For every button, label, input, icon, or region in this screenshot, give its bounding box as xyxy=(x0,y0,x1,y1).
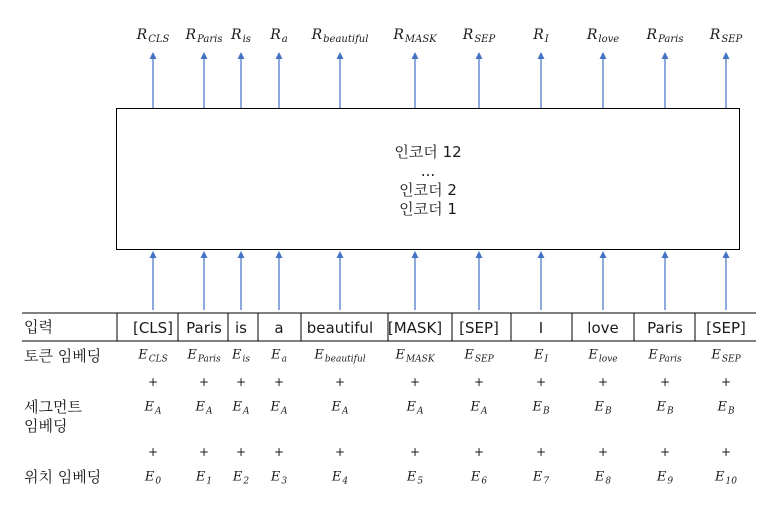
output-representation xyxy=(137,27,170,45)
position-embedding-base: E xyxy=(715,469,725,485)
token-embedding xyxy=(395,348,434,365)
segment-embedding-base: E xyxy=(232,399,242,415)
plus-sign: + xyxy=(720,375,732,389)
output-representation-base: R xyxy=(533,27,544,43)
segment-embedding xyxy=(196,400,213,417)
token-embedding xyxy=(711,348,740,365)
token-embedding-subscript: love xyxy=(598,354,618,365)
position-embedding-base: E xyxy=(594,469,605,485)
input-token: [MASK] xyxy=(387,319,443,337)
output-representation-base: R xyxy=(709,27,721,43)
output-representation xyxy=(312,27,369,45)
input-arrow xyxy=(337,251,344,310)
token-embedding xyxy=(314,348,365,365)
segment-embedding xyxy=(233,400,250,417)
segment-embedding-subscript: A xyxy=(206,406,213,417)
position-embedding-base: E xyxy=(532,469,543,485)
token-embedding-subscript: SEP xyxy=(474,354,494,365)
position-embedding-base: E xyxy=(406,469,417,485)
token-embedding-base: E xyxy=(711,347,721,363)
token-embedding-base: E xyxy=(464,347,474,363)
encoder-label-ellipsis: ... xyxy=(420,162,436,180)
segment-embedding-base: E xyxy=(717,399,727,415)
segment-embedding-base: E xyxy=(331,399,341,415)
output-representation-base: R xyxy=(231,27,242,43)
plus-sign: + xyxy=(659,375,671,389)
token-embedding-subscript: is xyxy=(242,354,250,365)
output-arrow xyxy=(238,52,245,108)
output-representation xyxy=(186,27,223,45)
segment-embedding xyxy=(471,400,488,417)
position-embedding xyxy=(145,470,161,487)
row-label-input: 입력 xyxy=(24,318,53,336)
output-representation-subscript: is xyxy=(242,34,251,45)
output-representation-base: R xyxy=(586,27,598,43)
plus-sign: + xyxy=(235,445,247,459)
position-embedding xyxy=(471,470,487,487)
input-arrow xyxy=(476,251,483,310)
segment-embedding xyxy=(145,400,162,417)
segment-embedding-subscript: A xyxy=(281,406,288,417)
encoder-stack-labels xyxy=(117,143,739,219)
segment-embedding xyxy=(332,400,349,417)
position-embedding-subscript: 4 xyxy=(342,476,349,487)
output-representation-subscript: a xyxy=(281,34,288,45)
plus-sign: + xyxy=(147,445,159,459)
output-representation xyxy=(393,27,436,45)
position-embedding xyxy=(533,470,549,487)
output-arrow xyxy=(276,52,283,108)
output-representation xyxy=(647,27,684,45)
token-embedding xyxy=(232,348,250,365)
output-arrow xyxy=(337,52,344,108)
plus-sign: + xyxy=(473,445,485,459)
plus-sign: + xyxy=(198,445,210,459)
position-embedding xyxy=(595,470,611,487)
row-label-token-embedding: 토큰 임베딩 xyxy=(24,347,102,365)
plus-sign: + xyxy=(597,375,609,389)
output-representation xyxy=(710,27,742,45)
encoder-label-2: 인코더 2 xyxy=(399,181,457,199)
segment-embedding-subscript: A xyxy=(155,406,162,417)
plus-sign: + xyxy=(597,445,609,459)
output-arrow xyxy=(662,52,669,108)
token-embedding xyxy=(187,348,220,365)
plus-sign: + xyxy=(273,375,285,389)
token-embedding xyxy=(588,348,617,365)
position-embedding xyxy=(332,470,348,487)
output-representation-base: R xyxy=(270,27,281,43)
plus-sign: + xyxy=(535,445,547,459)
output-arrow xyxy=(538,52,545,108)
input-token: is xyxy=(235,319,247,337)
output-representation xyxy=(463,27,495,45)
position-embedding-subscript: 8 xyxy=(605,476,612,487)
position-embedding-subscript: 6 xyxy=(481,476,488,487)
segment-embedding-subscript: B xyxy=(604,406,612,417)
plus-sign: + xyxy=(334,445,346,459)
segment-embedding xyxy=(532,400,549,417)
input-token: a xyxy=(274,319,284,337)
output-representation-subscript: SEP xyxy=(721,34,743,45)
position-embedding-base: E xyxy=(270,469,281,485)
token-embedding-subscript: MASK xyxy=(405,354,435,365)
position-embedding-base: E xyxy=(195,469,206,485)
input-token: Paris xyxy=(186,319,222,337)
token-embedding xyxy=(648,348,681,365)
output-representation-subscript: CLS xyxy=(148,34,170,45)
segment-embedding xyxy=(594,400,611,417)
token-embedding-base: E xyxy=(232,347,242,363)
segment-embedding-base: E xyxy=(270,399,280,415)
position-embedding-subscript: 0 xyxy=(155,476,162,487)
input-arrow xyxy=(276,251,283,310)
segment-embedding-subscript: B xyxy=(542,406,550,417)
position-embedding-subscript: 1 xyxy=(206,476,213,487)
input-token: [CLS] xyxy=(132,319,174,337)
output-arrow xyxy=(600,52,607,108)
position-embedding-subscript: 9 xyxy=(667,476,674,487)
position-embedding-subscript: 3 xyxy=(281,476,288,487)
plus-sign: + xyxy=(273,445,285,459)
token-embedding-base: E xyxy=(138,347,148,363)
position-embedding xyxy=(233,470,249,487)
segment-embedding-base: E xyxy=(406,399,416,415)
segment-embedding-base: E xyxy=(532,399,542,415)
segment-embedding-base: E xyxy=(470,399,480,415)
token-embedding-subscript: Paris xyxy=(658,354,682,365)
plus-sign: + xyxy=(473,375,485,389)
position-embedding-base: E xyxy=(470,469,481,485)
output-arrow xyxy=(201,52,208,108)
output-representation-subscript: MASK xyxy=(404,34,437,45)
plus-sign: + xyxy=(535,375,547,389)
position-embedding xyxy=(271,470,287,487)
input-arrow xyxy=(538,251,545,310)
plus-sign: + xyxy=(409,375,421,389)
output-representation-subscript: love xyxy=(598,34,620,45)
output-representation-base: R xyxy=(136,27,148,43)
output-representation-base: R xyxy=(311,27,323,43)
token-embedding-base: E xyxy=(187,347,197,363)
segment-embedding-subscript: A xyxy=(342,406,349,417)
token-embedding-subscript: SEP xyxy=(721,354,741,365)
plus-sign: + xyxy=(720,445,732,459)
output-representation xyxy=(231,27,251,45)
position-embedding-subscript: 7 xyxy=(543,476,550,487)
token-embedding-subscript: Paris xyxy=(197,354,221,365)
plus-sign: + xyxy=(198,375,210,389)
position-embedding-base: E xyxy=(656,469,667,485)
position-embedding-subscript: 5 xyxy=(417,476,424,487)
output-representation-subscript: I xyxy=(544,34,549,45)
output-arrow xyxy=(412,52,419,108)
plus-sign: + xyxy=(334,375,346,389)
segment-embedding xyxy=(656,400,673,417)
token-embedding-base: E xyxy=(314,347,324,363)
output-representation xyxy=(533,27,549,45)
output-representation-base: R xyxy=(393,27,404,43)
encoder-label-1: 인코더 1 xyxy=(399,200,457,218)
output-arrow xyxy=(723,52,730,108)
token-embedding-base: E xyxy=(588,347,598,363)
input-token: I xyxy=(538,319,544,337)
token-embedding-subscript: a xyxy=(281,354,287,365)
position-embedding xyxy=(657,470,673,487)
segment-embedding xyxy=(271,400,288,417)
plus-sign: + xyxy=(659,445,671,459)
row-label-position-embedding: 위치 임베딩 xyxy=(24,468,102,486)
segment-embedding-subscript: B xyxy=(666,406,674,417)
output-representation-subscript: Paris xyxy=(197,34,223,45)
output-arrow xyxy=(150,52,157,108)
output-representation-base: R xyxy=(185,27,197,43)
row-label-segment-embedding-line2: 임베딩 xyxy=(24,417,68,435)
encoder-label-12: 인코더 12 xyxy=(394,143,462,161)
row-label-segment-embedding-line1: 세그먼트 xyxy=(24,398,82,416)
segment-embedding-base: E xyxy=(594,399,604,415)
plus-sign: + xyxy=(147,375,159,389)
segment-embedding xyxy=(717,400,734,417)
position-embedding xyxy=(407,470,423,487)
segment-embedding xyxy=(407,400,424,417)
input-arrow xyxy=(412,251,419,310)
segment-embedding-subscript: A xyxy=(417,406,424,417)
input-arrow xyxy=(600,251,607,310)
position-embedding-base: E xyxy=(232,469,243,485)
plus-sign: + xyxy=(409,445,421,459)
input-arrow xyxy=(662,251,669,310)
token-embedding-subscript: I xyxy=(544,354,549,365)
output-representation xyxy=(587,27,619,45)
position-embedding-base: E xyxy=(331,469,342,485)
segment-embedding-subscript: A xyxy=(243,406,250,417)
output-representation-subscript: beautiful xyxy=(323,34,369,45)
token-embedding xyxy=(534,348,548,365)
output-representation-subscript: Paris xyxy=(658,34,684,45)
input-token: [SEP] xyxy=(459,319,499,337)
output-representation-subscript: SEP xyxy=(474,34,496,45)
segment-embedding-subscript: A xyxy=(481,406,488,417)
token-embedding-base: E xyxy=(271,347,281,363)
position-embedding xyxy=(196,470,212,487)
segment-embedding-subscript: B xyxy=(727,406,735,417)
output-representation-base: R xyxy=(646,27,658,43)
position-embedding-base: E xyxy=(144,469,155,485)
token-embedding-base: E xyxy=(648,347,658,363)
token-embedding-base: E xyxy=(395,347,405,363)
encoder-stack-box xyxy=(116,108,740,250)
position-embedding xyxy=(715,470,737,487)
segment-embedding-base: E xyxy=(144,399,154,415)
token-embedding xyxy=(271,348,287,365)
input-token: Paris xyxy=(647,319,683,337)
segment-embedding-base: E xyxy=(195,399,205,415)
token-embedding xyxy=(464,348,493,365)
output-representation-base: R xyxy=(462,27,474,43)
token-embedding xyxy=(138,348,168,365)
output-representation xyxy=(270,27,288,45)
input-token: beautiful xyxy=(306,319,374,337)
input-arrow xyxy=(201,251,208,310)
input-arrow xyxy=(150,251,157,310)
position-embedding-subscript: 10 xyxy=(725,476,737,487)
token-embedding-subscript: CLS xyxy=(148,354,168,365)
input-token: love xyxy=(587,319,619,337)
input-arrow xyxy=(723,251,730,310)
token-embedding-subscript: beautiful xyxy=(324,354,366,365)
token-embedding-base: E xyxy=(533,347,544,363)
input-arrow xyxy=(238,251,245,310)
segment-embedding-base: E xyxy=(656,399,666,415)
position-embedding-subscript: 2 xyxy=(243,476,250,487)
input-token: [SEP] xyxy=(706,319,746,337)
plus-sign: + xyxy=(235,375,247,389)
output-arrow xyxy=(476,52,483,108)
